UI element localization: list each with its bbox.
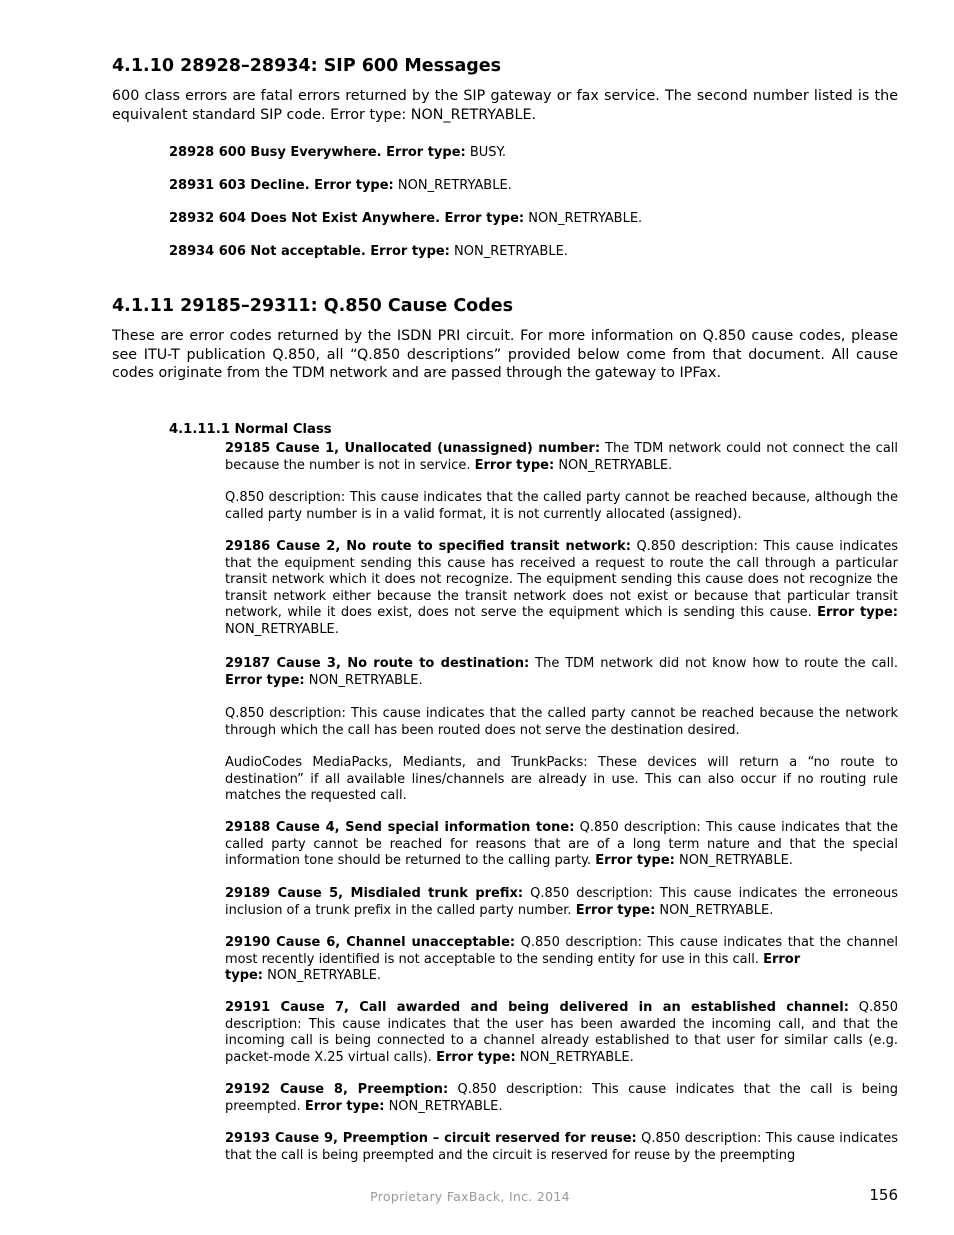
- cause-text: Q.850 description: This cause indicates that the channel most recently identified is not acceptable to the sending entity for use in this call.: [225, 935, 898, 967]
- entry-value: NON_RETRYABLE.: [524, 211, 643, 226]
- cause-text: Q.850 description: This cause indicates that the called party cannot be reached for reasons that are of a long term nature and that the special information tone should be returned to the calling party.: [225, 820, 899, 868]
- entry-title: 28928 600 Busy Everywhere. Error type:: [169, 145, 466, 160]
- entry-title: 28931 603 Decline. Error type:: [169, 178, 394, 193]
- error-type-value: NON_RETRYABLE.: [263, 968, 382, 983]
- entry-28931: [169, 177, 898, 194]
- entry-value: BUSY.: [465, 145, 506, 160]
- page-number: 156: [869, 1186, 898, 1204]
- error-type-label: Error type:: [304, 1098, 385, 1114]
- error-type-label: Error type:: [436, 1049, 516, 1065]
- error-type-label-cont: type:: [225, 968, 264, 983]
- error-type-value: NON_RETRYABLE.: [515, 1049, 634, 1065]
- cause-title: 29189 Cause 5, Misdialed trunk prefix:: [225, 886, 524, 901]
- cause-entry-29190: [225, 935, 898, 985]
- error-type-label: Error type:: [575, 902, 656, 918]
- cause-title: 29192 Cause 8, Preemption:: [225, 1082, 449, 1097]
- entry-28928: [169, 144, 898, 161]
- entry-title: 28932 604 Does Not Exist Anywhere. Error type:: [169, 211, 525, 226]
- entry-28932: [169, 210, 898, 227]
- cause-29185-q850-description: Q.850 description: This cause indicates that the called party cannot be reached because, although the called party number is in a valid format, it is not currently allocated (assigned).: [225, 490, 898, 522]
- section-heading-q850: 4.1.11 29185–29311: Q.850 Cause Codes: [112, 296, 514, 316]
- cause-entry-29188: [225, 820, 898, 870]
- error-type-value: NON_RETRYABLE.: [554, 457, 673, 473]
- cause-text: The TDM network did not know how to route the call.: [529, 656, 898, 671]
- error-type-label: Error: [763, 951, 801, 967]
- cause-text: Q.850 description: This cause indicates the erroneous inclusion of a trunk prefix in the called party number.: [225, 886, 898, 918]
- error-type-value: NON_RETRYABLE.: [674, 853, 793, 868]
- cause-29187-q850-description: Q.850 description: This cause indicates that the called party cannot be reached because the network through which the call has been routed does not serve the destination desired.: [225, 706, 898, 738]
- cause-entry-29187: [225, 656, 898, 689]
- section-heading-sip-600: 4.1.10 28928–28934: SIP 600 Messages: [112, 56, 502, 76]
- cause-text: The TDM network could not connect the call because the number is not in service.: [225, 441, 899, 473]
- cause-entry-29189: [225, 886, 898, 919]
- footer-copyright: Proprietary FaxBack, Inc. 2014: [370, 1189, 570, 1204]
- cause-entry-29192: [225, 1082, 898, 1115]
- cause-title: 29188 Cause 4, Send special information tone:: [225, 820, 575, 835]
- entry-title: 28934 606 Not acceptable. Error type:: [169, 244, 450, 259]
- error-type-label: Error type:: [474, 457, 555, 473]
- error-type-value: NON_RETRYABLE.: [655, 902, 774, 918]
- cause-text: Q.850 description: This cause indicates that the equipment sending this cause has received a request to route the call through a particular transit network which it does not recognize. The equipment sending this cause does not recognize the transit network either because the transit network does not exist or because that particular transit network, while it does exist, does not serve the equipment which is sending this cause.: [225, 539, 898, 620]
- error-type-label: Error type:: [817, 605, 898, 620]
- cause-title: 29191 Cause 7, Call awarded and being delivered in an established channel:: [225, 1000, 849, 1015]
- subsection-heading-normal-class: 4.1.11.1 Normal Class: [169, 422, 332, 437]
- section-intro-sip-600: 600 class errors are fatal errors returned by the SIP gateway or fax service. The second number listed is the equivalent standard SIP code. Error type: NON_RETRYABLE.: [112, 88, 898, 123]
- cause-text: Q.850 description: This cause indicates that the call is being preempted.: [225, 1082, 898, 1114]
- cause-entry-29186: [225, 539, 898, 638]
- entry-value: NON_RETRYABLE.: [393, 178, 512, 193]
- error-type-label: Error type:: [225, 672, 305, 688]
- cause-29187-audiocodes-note: AudioCodes MediaPacks, Mediants, and TrunkPacks: These devices will return a “no route to destination” if all available lines/channels are already in use. This can also occur if no routing rule matches the requested call.: [225, 755, 898, 803]
- section-intro-q850: These are error codes returned by the ISDN PRI circuit. For more information on Q.850 cause codes, please see ITU-T publication Q.850, all “Q.850 descriptions” provided below come from that document. All cause codes originate from the TDM network and are passed through the gateway to IPFax.: [112, 328, 898, 382]
- error-type-value: NON_RETRYABLE.: [304, 672, 423, 688]
- cause-text: Q.850 description: This cause indicates that the call is being preempted and the circuit is reserved for reuse by the preempting: [225, 1131, 898, 1163]
- cause-title: 29187 Cause 3, No route to destination:: [225, 656, 530, 671]
- cause-title: 29190 Cause 6, Channel unacceptable:: [225, 935, 516, 950]
- cause-entry-29185: [225, 441, 898, 474]
- entry-value: NON_RETRYABLE.: [449, 244, 568, 259]
- cause-title: 29193 Cause 9, Preemption – circuit reserved for reuse:: [225, 1131, 637, 1146]
- entry-28934: [169, 243, 898, 260]
- cause-title: 29186 Cause 2, No route to specified transit network:: [225, 539, 631, 554]
- error-type-value: NON_RETRYABLE.: [384, 1098, 503, 1114]
- cause-title: 29185 Cause 1, Unallocated (unassigned) number:: [225, 441, 601, 456]
- cause-entry-29193: [225, 1131, 898, 1164]
- error-type-label: Error type:: [595, 853, 675, 868]
- error-type-value: NON_RETRYABLE.: [225, 621, 339, 637]
- cause-entry-29191: [225, 1000, 898, 1066]
- cause-text: Q.850 description: This cause indicates that the user has been awarded the incoming call, and that the incoming call is being connected to a channel already established to that user for similar calls (e.g. packet-mode X.25 virtual calls).: [225, 1000, 898, 1065]
